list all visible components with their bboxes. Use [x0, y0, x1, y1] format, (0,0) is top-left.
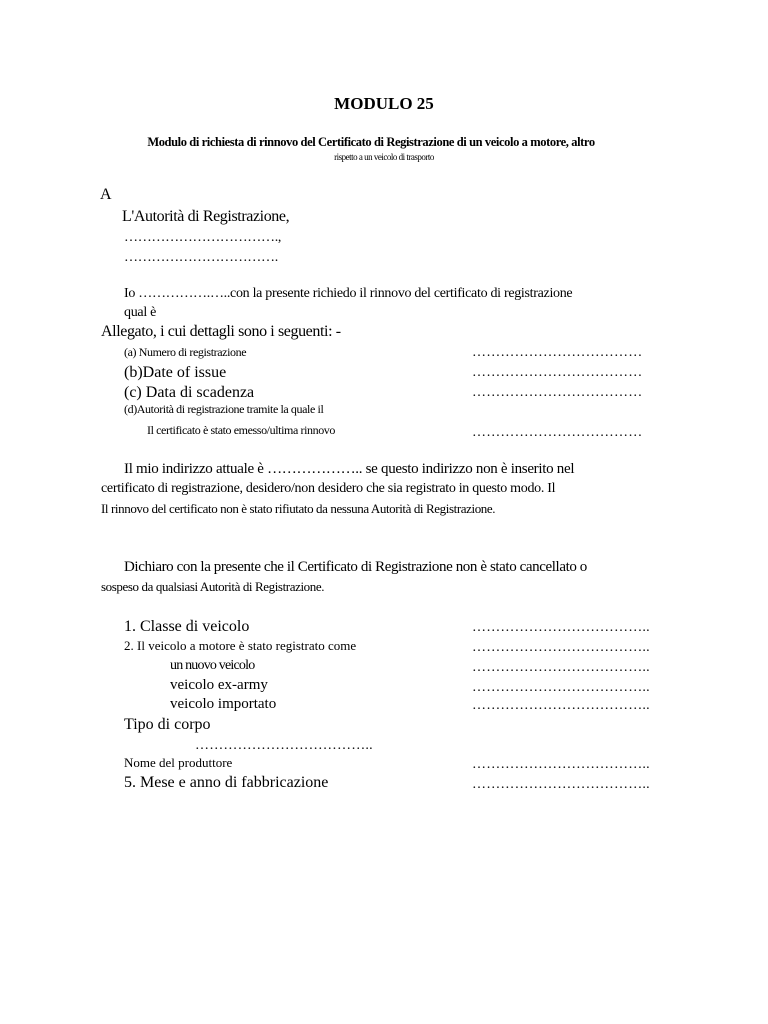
detail-label-d2: Il certificato è stato emesso/ultima rinnovo — [147, 423, 336, 437]
vehicle-body-label: Tipo di corpo — [124, 716, 211, 733]
detail-dots-c: ……………………………… — [472, 385, 643, 400]
vehicle-maker-dots: ……………………………….. — [472, 757, 650, 772]
address-paragraph-line-2: certificato di registrazione, desidero/non desidero che sia registrato in questo modo. Il — [101, 481, 556, 496]
detail-label-a: (a) Numero di registrazione — [124, 345, 247, 359]
declaration-line-2: sospeso da qualsiasi Autorità di Registrazione. — [101, 579, 325, 594]
vehicle-maker-label: Nome del produttore — [124, 755, 233, 770]
addressee-to: A — [100, 186, 112, 203]
vehicle-exarmy-dots: ……………………………….. — [472, 680, 650, 695]
vehicle-imported-label: veicolo importato — [170, 696, 277, 712]
vehicle-new-dots: ……………………………….. — [472, 660, 650, 675]
detail-label-d: (d)Autorità di registrazione tramite la quale il — [124, 402, 324, 416]
vehicle-imported-dots: ……………………………….. — [472, 698, 650, 713]
address-paragraph-line-1: Il mio indirizzo attuale è ……………….. se questo indirizzo non è inserito nel — [124, 461, 575, 477]
detail-label-b: (b)Date of issue — [124, 364, 227, 381]
vehicle-body-dots: ……………………………….. — [195, 738, 373, 753]
vehicle-class-label: 1. Classe di veicolo — [124, 618, 250, 635]
form-subtitle-line1: Modulo di richiesta di rinnovo del Certificato di Registrazione di un veicolo a motore, altro — [147, 135, 595, 149]
request-line-2: qual è — [124, 305, 157, 320]
vehicle-registered-label: 2. Il veicolo a motore è stato registrato come — [124, 638, 357, 653]
request-line-3: Allegato, i cui dettagli sono i seguenti: - — [101, 323, 341, 340]
vehicle-registered-dots: ……………………………….. — [472, 640, 650, 655]
vehicle-year-dots: ……………………………….. — [472, 777, 650, 792]
detail-dots-b: ……………………………… — [472, 365, 643, 380]
vehicle-year-label: 5. Mese e anno di fabbricazione — [124, 774, 329, 791]
addressee-line-1: ……………………………., — [124, 230, 282, 245]
vehicle-class-dots: ……………………………….. — [472, 620, 650, 635]
vehicle-new-label: un nuovo veicolo — [170, 658, 255, 673]
address-paragraph-line-3: Il rinnovo del certificato non è stato rifiutato da nessuna Autorità di Registrazione. — [101, 501, 496, 516]
addressee-authority: L'Autorità di Registrazione, — [122, 208, 290, 225]
vehicle-exarmy-label: veicolo ex-army — [170, 677, 268, 693]
request-line-1: Io …………….…..con la presente richiedo il rinnovo del certificato di registrazione — [124, 286, 573, 301]
form-subtitle-line2: rispetto a un veicolo di trasporto — [334, 152, 434, 162]
addressee-line-2: ……………………………. — [124, 250, 278, 265]
detail-label-c: (c) Data di scadenza — [124, 384, 255, 401]
declaration-line-1: Dichiaro con la presente che il Certificato di Registrazione non è stato cancellato o — [124, 559, 587, 575]
form-title: MODULO 25 — [334, 94, 434, 113]
detail-dots-a: ……………………………… — [472, 345, 643, 360]
detail-dots-d: ……………………………… — [472, 425, 643, 440]
